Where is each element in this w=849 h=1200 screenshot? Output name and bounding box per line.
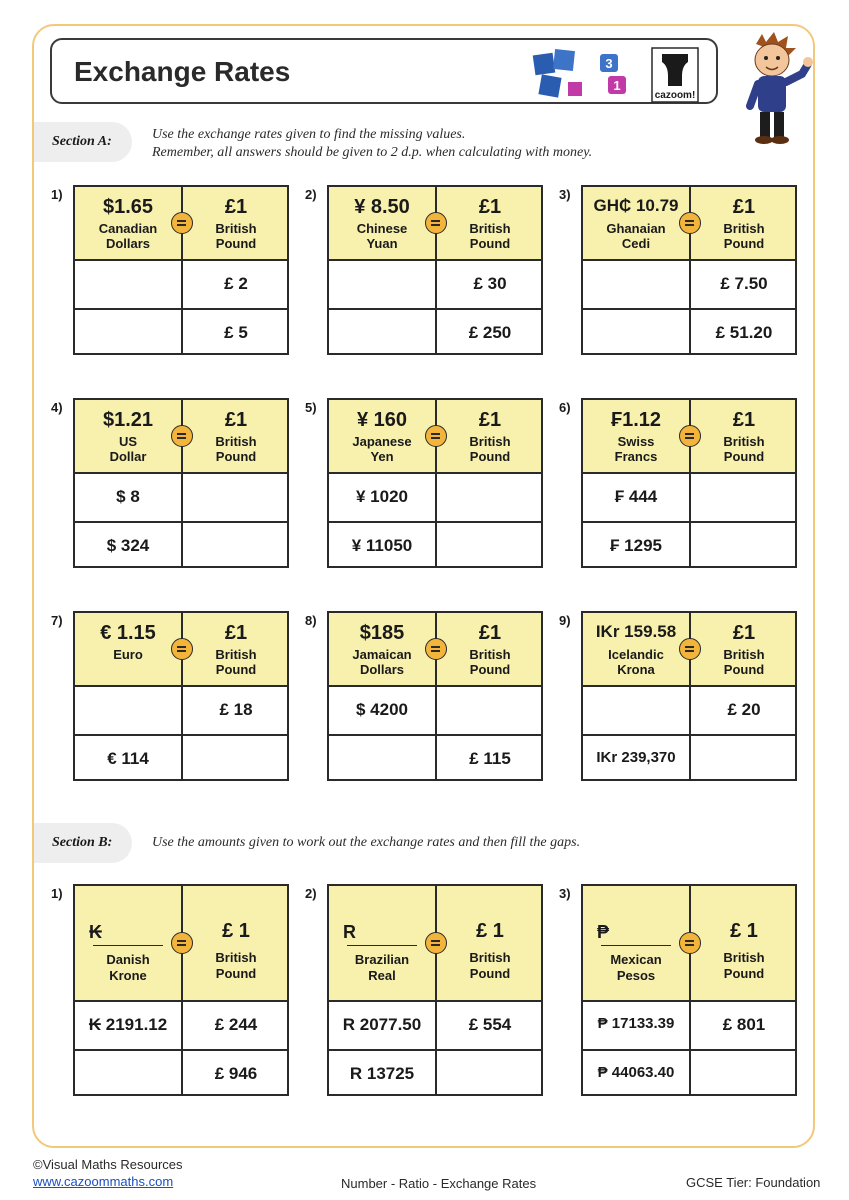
left-value: IKr 159.58 bbox=[595, 622, 677, 641]
divider bbox=[329, 521, 541, 523]
question-number: 3) bbox=[559, 187, 571, 202]
currency-symbol: ₭ bbox=[89, 922, 102, 943]
currency-symbol: ₱ bbox=[597, 922, 610, 943]
divider bbox=[583, 1049, 795, 1051]
left-value: ₣1.12 bbox=[610, 409, 662, 431]
right-value: £1 bbox=[478, 409, 502, 431]
left-currency-name-2: Dollars bbox=[359, 662, 405, 677]
section-a-label: Section A: bbox=[34, 122, 132, 162]
logo-tile-3: 3 bbox=[605, 56, 613, 71]
divider bbox=[181, 472, 183, 566]
question-number: 4) bbox=[51, 400, 63, 415]
question-number: 6) bbox=[559, 400, 571, 415]
right-currency-name-1: British bbox=[723, 221, 765, 236]
left-value: $1.21 bbox=[102, 409, 154, 431]
currency-symbol: R bbox=[343, 922, 356, 943]
given-value-cell: £ 20 bbox=[727, 699, 761, 719]
right-value: £1 bbox=[732, 196, 756, 218]
given-value-cell: £ 30 bbox=[473, 273, 507, 293]
left-currency-name-2: Cedi bbox=[621, 236, 651, 251]
question-number: 7) bbox=[51, 613, 63, 628]
exchange-rate-card bbox=[73, 185, 289, 355]
left-value: ¥ 160 bbox=[356, 409, 408, 431]
right-currency-name-2: Pound bbox=[469, 236, 511, 251]
question-number: 8) bbox=[305, 613, 317, 628]
section-b-instruction: Use the amounts given to work out the exchange rates and then fill the gaps. bbox=[152, 835, 581, 850]
given-value-cell: R 13725 bbox=[349, 1063, 415, 1083]
given-value-cell: ¥ 11050 bbox=[351, 535, 413, 555]
right-currency-name-2: Pound bbox=[215, 662, 257, 677]
equals-icon bbox=[679, 932, 701, 954]
equals-icon bbox=[425, 212, 447, 234]
equals-icon bbox=[425, 932, 447, 954]
given-value-cell: £ 244 bbox=[214, 1014, 258, 1034]
given-value-cell: R 2077.50 bbox=[342, 1014, 422, 1034]
left-currency-name-2: Yuan bbox=[366, 236, 398, 251]
given-value-cell: £ 7.50 bbox=[720, 273, 768, 293]
exchange-rate-card bbox=[581, 185, 797, 355]
right-value: £1 bbox=[224, 622, 248, 644]
given-value-cell: £ 51.20 bbox=[715, 322, 773, 342]
left-value: GH₵ 10.79 bbox=[593, 196, 679, 215]
given-value-cell: ₣ 444 bbox=[614, 486, 658, 506]
right-currency-name-1: British bbox=[469, 434, 511, 449]
divider bbox=[583, 734, 795, 736]
given-value-cell: £ 250 bbox=[468, 322, 512, 342]
question-number: 9) bbox=[559, 613, 571, 628]
left-currency-name-2: Krona bbox=[617, 662, 655, 677]
given-value-cell: £ 2 bbox=[224, 273, 248, 293]
given-value-cell: ₭ 2191.12 bbox=[88, 1014, 168, 1034]
right-value: £1 bbox=[224, 196, 248, 218]
right-value: £ 1 bbox=[476, 920, 504, 943]
divider bbox=[329, 1049, 541, 1051]
given-value-cell: £ 946 bbox=[214, 1063, 258, 1083]
divider bbox=[75, 521, 287, 523]
given-value-cell: IKr 239,370 bbox=[596, 748, 676, 766]
right-currency-name-1: British bbox=[469, 221, 511, 236]
exchange-rate-card bbox=[73, 398, 289, 568]
question-number: 2) bbox=[305, 187, 317, 202]
right-currency-name-1: British bbox=[723, 647, 765, 662]
exchange-rate-card bbox=[73, 884, 289, 1096]
exchange-rate-card bbox=[327, 398, 543, 568]
left-currency-name-1: Japanese bbox=[352, 434, 412, 449]
given-value-cell: ₣ 1295 bbox=[610, 535, 662, 555]
equals-icon bbox=[679, 425, 701, 447]
right-value: £ 1 bbox=[222, 920, 250, 943]
given-value-cell: $ 324 bbox=[106, 535, 150, 555]
equals-icon bbox=[679, 638, 701, 660]
question-number: 1) bbox=[51, 187, 63, 202]
given-value-cell: ₱ 44063.40 bbox=[597, 1063, 675, 1081]
left-currency-name-1: Icelandic bbox=[608, 647, 664, 662]
page-title: Exchange Rates bbox=[74, 56, 291, 87]
right-value: £1 bbox=[478, 196, 502, 218]
exchange-rate-card bbox=[581, 611, 797, 781]
left-currency-name-2: Krone bbox=[109, 968, 147, 984]
right-currency-name-1: British bbox=[215, 434, 257, 449]
right-value: £1 bbox=[732, 622, 756, 644]
logo-text: cazoom! bbox=[654, 90, 696, 101]
question-number: 5) bbox=[305, 400, 317, 415]
exchange-rate-card bbox=[581, 884, 797, 1096]
given-value-cell: £ 18 bbox=[219, 699, 253, 719]
right-currency-name-2: Pound bbox=[469, 662, 511, 677]
equals-icon bbox=[171, 932, 193, 954]
footer-website-link[interactable]: www.cazoommaths.com bbox=[33, 1174, 174, 1189]
right-currency-name-2: Pound bbox=[469, 965, 511, 981]
title-banner bbox=[50, 38, 718, 104]
left-currency-name-1: Swiss bbox=[617, 434, 655, 449]
footer-tier: GCSE Tier: Foundation bbox=[686, 1175, 821, 1190]
section-b-label: Section B: bbox=[34, 823, 132, 863]
divider bbox=[583, 308, 795, 310]
right-value: £1 bbox=[478, 622, 502, 644]
rate-answer-blank[interactable] bbox=[601, 945, 671, 946]
left-currency-name-1: Canadian bbox=[98, 221, 158, 236]
left-value: $185 bbox=[359, 622, 405, 644]
logo-tile-1: 1 bbox=[613, 78, 621, 93]
left-currency-name-2: Dollars bbox=[105, 236, 151, 251]
left-currency-name-1: US bbox=[118, 434, 138, 449]
divider bbox=[329, 734, 541, 736]
right-currency-name-1: British bbox=[469, 949, 511, 965]
right-currency-name-2: Pound bbox=[215, 965, 257, 981]
left-currency-name-2: Real bbox=[368, 968, 396, 984]
section-a-instruction-1: Use the exchange rates given to find the missing values. bbox=[152, 127, 466, 142]
footer-copyright: ©Visual Maths Resources bbox=[33, 1157, 183, 1172]
left-currency-name-2: Dollar bbox=[109, 449, 147, 464]
given-value-cell: £ 554 bbox=[468, 1014, 512, 1034]
left-currency-name-2: Francs bbox=[614, 449, 658, 464]
given-value-cell: $ 4200 bbox=[356, 699, 408, 719]
right-currency-name-1: British bbox=[215, 221, 257, 236]
left-currency-name-1: Mexican bbox=[610, 952, 662, 968]
left-currency-name-1: Danish bbox=[106, 952, 150, 968]
exchange-rate-card bbox=[327, 185, 543, 355]
question-number: 3) bbox=[559, 886, 571, 901]
left-currency-name-1: Ghanaian bbox=[606, 221, 666, 236]
left-value: € 1.15 bbox=[100, 622, 156, 644]
given-value-cell: ₱ 17133.39 bbox=[597, 1014, 675, 1032]
cazoom-logo bbox=[532, 46, 712, 104]
right-currency-name-1: British bbox=[723, 949, 765, 965]
equals-icon bbox=[171, 425, 193, 447]
divider bbox=[583, 521, 795, 523]
exchange-rate-card bbox=[327, 611, 543, 781]
left-value: ¥ 8.50 bbox=[354, 196, 410, 218]
exchange-rate-card bbox=[581, 398, 797, 568]
question-number: 2) bbox=[305, 886, 317, 901]
left-value: $1.65 bbox=[102, 196, 154, 218]
section-a-instruction-2: Remember, all answers should be given to 2 d.p. when calculating with money. bbox=[152, 145, 593, 160]
divider bbox=[75, 734, 287, 736]
cartoon-boy-mascot bbox=[728, 30, 820, 148]
left-currency-name-1: Chinese bbox=[356, 221, 408, 236]
divider bbox=[329, 308, 541, 310]
divider bbox=[75, 1049, 287, 1051]
right-currency-name-1: British bbox=[723, 434, 765, 449]
right-currency-name-2: Pound bbox=[723, 236, 765, 251]
right-currency-name-1: British bbox=[215, 647, 257, 662]
right-currency-name-2: Pound bbox=[469, 449, 511, 464]
left-currency-name-2: Pesos bbox=[616, 968, 656, 984]
right-currency-name-2: Pound bbox=[215, 449, 257, 464]
left-currency-name-2: Yen bbox=[370, 449, 394, 464]
right-currency-name-1: British bbox=[215, 949, 257, 965]
right-currency-name-2: Pound bbox=[215, 236, 257, 251]
right-currency-name-2: Pound bbox=[723, 449, 765, 464]
equals-icon bbox=[171, 638, 193, 660]
given-value-cell: £ 801 bbox=[722, 1014, 766, 1034]
equals-icon bbox=[425, 638, 447, 660]
divider bbox=[75, 308, 287, 310]
right-value: £1 bbox=[224, 409, 248, 431]
right-value: £ 1 bbox=[730, 920, 758, 943]
equals-icon bbox=[171, 212, 193, 234]
left-currency-name-1: Brazilian bbox=[354, 952, 410, 968]
rate-answer-blank[interactable] bbox=[93, 945, 163, 946]
divider bbox=[689, 472, 691, 566]
right-value: £1 bbox=[732, 409, 756, 431]
given-value-cell: £ 5 bbox=[224, 322, 248, 342]
footer-topic: Number - Ratio - Exchange Rates bbox=[341, 1176, 537, 1191]
left-currency-name-1: Euro bbox=[113, 647, 143, 662]
exchange-rate-card bbox=[327, 884, 543, 1096]
right-currency-name-2: Pound bbox=[723, 965, 765, 981]
equals-icon bbox=[679, 212, 701, 234]
right-currency-name-2: Pound bbox=[723, 662, 765, 677]
divider bbox=[435, 472, 437, 566]
equals-icon bbox=[425, 425, 447, 447]
left-currency-name-1: Jamaican bbox=[352, 647, 412, 662]
given-value-cell: ¥ 1020 bbox=[356, 486, 408, 506]
given-value-cell: $ 8 bbox=[116, 486, 140, 506]
rate-answer-blank[interactable] bbox=[347, 945, 417, 946]
given-value-cell: € 114 bbox=[107, 748, 149, 768]
exchange-rate-card bbox=[73, 611, 289, 781]
right-currency-name-1: British bbox=[469, 647, 511, 662]
given-value-cell: £ 115 bbox=[469, 748, 511, 768]
question-number: 1) bbox=[51, 886, 63, 901]
